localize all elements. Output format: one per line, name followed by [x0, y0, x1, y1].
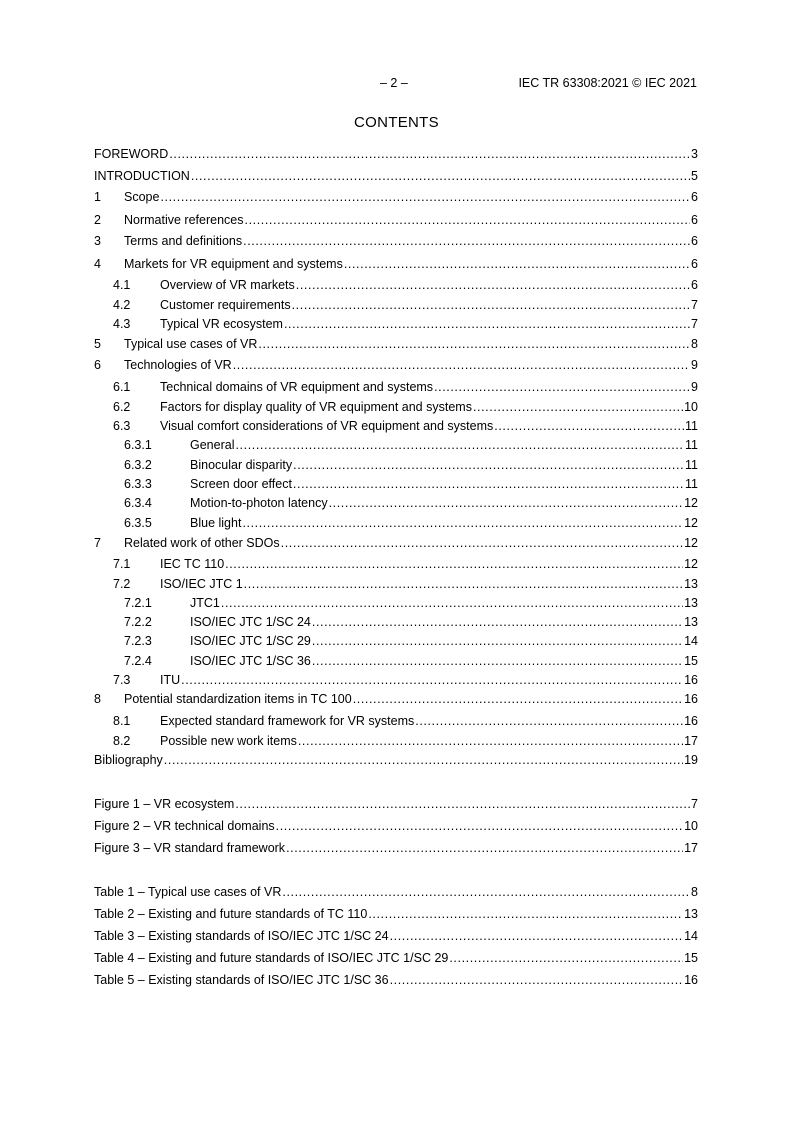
toc-entry-label: Typical use cases of VR	[124, 337, 258, 351]
toc-entry-label: IEC TC 110	[160, 557, 225, 571]
page-title: CONTENTS	[354, 114, 439, 131]
toc-entry-number: 8	[94, 692, 101, 706]
toc-entry-label: Possible new work items	[160, 734, 297, 748]
dot-leader	[449, 950, 683, 967]
toc-entry-page-number: 12	[684, 557, 698, 571]
dot-leader	[276, 818, 683, 835]
toc-entry-page-number: 12	[684, 496, 698, 510]
list-of-figures-entry[interactable]	[94, 818, 698, 835]
dot-leader	[225, 556, 683, 573]
dot-leader	[181, 672, 683, 689]
toc-entry[interactable]	[94, 495, 698, 512]
toc-entry-page-number: 8	[691, 885, 698, 899]
toc-entry[interactable]	[94, 357, 698, 374]
toc-entry-number: 6.3.5	[124, 516, 152, 530]
toc-entry-label: Figure 3 – VR standard framework	[94, 841, 286, 855]
toc-entry-page-number: 16	[684, 973, 698, 987]
toc-entry-page-number: 17	[684, 734, 698, 748]
dot-leader	[284, 316, 690, 333]
list-of-tables-entry[interactable]	[94, 950, 698, 967]
toc-entry-number: 1	[94, 190, 101, 204]
toc-entry-page-number: 14	[684, 634, 698, 648]
toc-entry[interactable]	[94, 691, 698, 708]
toc-entry-label: Table 3 – Existing standards of ISO/IEC JTC 1/SC 24	[94, 929, 389, 943]
toc-entry-page-number: 6	[691, 257, 698, 271]
toc-entry[interactable]	[94, 515, 698, 532]
list-of-tables-entry[interactable]	[94, 928, 698, 945]
dot-leader	[329, 495, 684, 512]
dot-leader	[390, 928, 684, 945]
toc-entry-number: 7.2.2	[124, 615, 152, 629]
toc-entry[interactable]	[94, 614, 698, 631]
toc-entry-page-number: 16	[684, 673, 698, 687]
toc-entry-number: 7.2.3	[124, 634, 152, 648]
dot-leader	[353, 691, 683, 708]
toc-entry-page-number: 6	[691, 234, 698, 248]
toc-entry-label: Scope	[124, 190, 160, 204]
toc-entry-page-number: 11	[685, 438, 698, 452]
toc-entry[interactable]	[94, 595, 698, 612]
toc-entry[interactable]	[94, 277, 698, 294]
toc-entry-page-number: 15	[684, 654, 698, 668]
toc-entry-number: 6.2	[113, 400, 131, 414]
dot-leader	[258, 336, 690, 353]
toc-entry-page-number: 7	[691, 298, 698, 312]
toc-entry-page-number: 12	[684, 516, 698, 530]
toc-entry-number: 4	[94, 257, 101, 271]
toc-entry-label: Binocular disparity	[190, 458, 293, 472]
toc-entry[interactable]	[94, 297, 698, 314]
toc-entry-number: 6.3.1	[124, 438, 152, 452]
toc-entry[interactable]	[94, 633, 698, 650]
toc-entry-label: Normative references	[124, 213, 244, 227]
toc-entry-label: Potential standardization items in TC 100	[124, 692, 352, 706]
toc-entry-label: Visual comfort considerations of VR equipment and systems	[160, 419, 494, 433]
toc-entry-page-number: 12	[684, 536, 698, 550]
toc-entry-label: Overview of VR markets	[160, 278, 295, 292]
toc-entry-number: 7.2.4	[124, 654, 152, 668]
header-document-id: IEC TR 63308:2021 © IEC 2021	[518, 76, 697, 90]
dot-leader	[233, 357, 690, 374]
dot-leader	[169, 146, 690, 163]
toc-entry-page-number: 8	[691, 337, 698, 351]
toc-entry-page-number: 19	[684, 753, 698, 767]
toc-entry-number: 6.3.2	[124, 458, 152, 472]
toc-entry-number: 7	[94, 536, 101, 550]
toc-entry-label: Motion-to-photon latency	[190, 496, 328, 510]
dot-leader	[235, 796, 690, 813]
dot-leader	[164, 752, 683, 769]
dot-leader	[473, 399, 683, 416]
toc-entry-page-number: 16	[684, 714, 698, 728]
toc-entry-label: Technologies of VR	[124, 358, 232, 372]
toc-entry-number: 7.2.1	[124, 596, 152, 610]
dot-leader	[281, 535, 683, 552]
dot-leader	[286, 840, 683, 857]
toc-entry-label: Terms and definitions	[124, 234, 243, 248]
toc-entry[interactable]	[94, 437, 698, 454]
toc-entry-label: Table 2 – Existing and future standards of TC 110	[94, 907, 368, 921]
toc-entry-label: ISO/IEC JTC 1/SC 24	[190, 615, 311, 629]
toc-entry-label: Factors for display quality of VR equipment and systems	[160, 400, 472, 414]
toc-entry-label: Blue light	[190, 516, 242, 530]
toc-entry-page-number: 11	[685, 419, 698, 433]
toc-entry-label: Related work of other SDOs	[124, 536, 280, 550]
toc-entry-number: 4.1	[113, 278, 131, 292]
dot-leader	[282, 884, 690, 901]
toc-entry[interactable]	[94, 379, 698, 396]
dot-leader	[344, 256, 690, 273]
toc-entry-label: Technical domains of VR equipment and systems	[160, 380, 434, 394]
toc-entry-number: 6.1	[113, 380, 131, 394]
toc-entry-number: 8.2	[113, 734, 131, 748]
toc-entry-label: Figure 1 – VR ecosystem	[94, 797, 235, 811]
toc-entry-number: 8.1	[113, 714, 131, 728]
toc-entry[interactable]	[94, 233, 698, 250]
toc-entry-number: 6.3.3	[124, 477, 152, 491]
list-of-figures-entry[interactable]	[94, 796, 698, 813]
dot-leader	[160, 189, 690, 206]
dot-leader	[298, 733, 683, 750]
list-of-tables-entry[interactable]	[94, 884, 698, 901]
toc-entry-label: Bibliography	[94, 753, 163, 767]
dot-leader	[293, 457, 684, 474]
header-page-number: – 2 –	[380, 76, 408, 90]
dot-leader	[494, 418, 684, 435]
list-of-tables-entry[interactable]	[94, 972, 698, 989]
toc-entry-label: FOREWORD	[94, 147, 169, 161]
toc-entry[interactable]	[94, 752, 698, 769]
dot-leader	[434, 379, 690, 396]
dot-leader	[312, 614, 683, 631]
list-of-figures-entry[interactable]	[94, 840, 698, 857]
toc-entry[interactable]	[94, 418, 698, 435]
toc-entry-page-number: 11	[685, 477, 698, 491]
toc-entry-page-number: 13	[684, 577, 698, 591]
toc-entry-page-number: 10	[684, 400, 698, 414]
toc-entry-label: Table 5 – Existing standards of ISO/IEC JTC 1/SC 36	[94, 973, 389, 987]
toc-entry-page-number: 17	[684, 841, 698, 855]
toc-entry-number: 5	[94, 337, 101, 351]
dot-leader	[235, 437, 684, 454]
toc-entry[interactable]	[94, 576, 698, 593]
toc-entry[interactable]	[94, 212, 698, 229]
toc-entry-page-number: 11	[685, 458, 698, 472]
dot-leader	[221, 595, 683, 612]
toc-entry-label: Table 4 – Existing and future standards of ISO/IEC JTC 1/SC 29	[94, 951, 449, 965]
toc-entry-number: 6.3.4	[124, 496, 152, 510]
toc-entry-label: Expected standard framework for VR systems	[160, 714, 415, 728]
toc-entry[interactable]	[94, 653, 698, 670]
toc-entry-page-number: 6	[691, 190, 698, 204]
toc-entry-page-number: 7	[691, 317, 698, 331]
toc-entry-page-number: 16	[684, 692, 698, 706]
toc-entry-number: 7.1	[113, 557, 131, 571]
toc-entry-label: Typical VR ecosystem	[160, 317, 283, 331]
toc-entry[interactable]	[94, 733, 698, 750]
toc-entry-page-number: 13	[684, 615, 698, 629]
dot-leader	[296, 277, 690, 294]
toc-entry[interactable]	[94, 146, 698, 163]
toc-entry[interactable]	[94, 535, 698, 552]
toc-entry-number: 7.2	[113, 577, 131, 591]
dot-leader	[293, 476, 684, 493]
dot-leader	[312, 653, 683, 670]
toc-entry[interactable]	[94, 256, 698, 273]
list-of-tables-entry[interactable]	[94, 906, 698, 923]
toc-entry-label: Table 1 – Typical use cases of VR	[94, 885, 282, 899]
toc-entry-label: Markets for VR equipment and systems	[124, 257, 343, 271]
toc-entry-number: 6	[94, 358, 101, 372]
dot-leader	[415, 713, 683, 730]
toc-entry-label: INTRODUCTION	[94, 169, 190, 183]
toc-entry[interactable]	[94, 457, 698, 474]
toc-entry-label: JTC1	[190, 596, 220, 610]
toc-entry-label: ITU	[160, 673, 181, 687]
toc-entry-number: 4.3	[113, 317, 131, 331]
toc-entry[interactable]	[94, 336, 698, 353]
toc-entry-page-number: 13	[684, 596, 698, 610]
toc-entry[interactable]	[94, 168, 698, 185]
toc-entry-label: ISO/IEC JTC 1	[160, 577, 243, 591]
toc-entry-label: ISO/IEC JTC 1/SC 29	[190, 634, 311, 648]
dot-leader	[242, 515, 683, 532]
toc-entry[interactable]	[94, 399, 698, 416]
toc-entry-label: ISO/IEC JTC 1/SC 36	[190, 654, 311, 668]
dot-leader	[292, 297, 690, 314]
toc-entry-page-number: 15	[684, 951, 698, 965]
toc-entry-page-number: 7	[691, 797, 698, 811]
dot-leader	[245, 212, 691, 229]
toc-entry-page-number: 14	[684, 929, 698, 943]
toc-entry[interactable]	[94, 189, 698, 206]
toc-entry[interactable]	[94, 713, 698, 730]
dot-leader	[368, 906, 683, 923]
toc-entry-number: 4.2	[113, 298, 131, 312]
toc-entry[interactable]	[94, 556, 698, 573]
toc-entry-number: 2	[94, 213, 101, 227]
toc-entry[interactable]	[94, 316, 698, 333]
toc-entry-label: Figure 2 – VR technical domains	[94, 819, 275, 833]
toc-entry-page-number: 9	[691, 380, 698, 394]
dot-leader	[390, 972, 684, 989]
toc-entry-page-number: 9	[691, 358, 698, 372]
dot-leader	[312, 633, 683, 650]
toc-entry-number: 3	[94, 234, 101, 248]
toc-entry-page-number: 6	[691, 278, 698, 292]
toc-entry[interactable]	[94, 476, 698, 493]
toc-entry-page-number: 6	[691, 213, 698, 227]
toc-entry-page-number: 10	[684, 819, 698, 833]
toc-entry-page-number: 5	[691, 169, 698, 183]
dot-leader	[243, 233, 690, 250]
dot-leader	[191, 168, 690, 185]
toc-entry-label: Screen door effect	[190, 477, 292, 491]
toc-entry-label: Customer requirements	[160, 298, 291, 312]
toc-entry[interactable]	[94, 672, 698, 689]
toc-entry-number: 6.3	[113, 419, 131, 433]
toc-entry-page-number: 13	[684, 907, 698, 921]
dot-leader	[244, 576, 683, 593]
toc-entry-label: General	[190, 438, 235, 452]
toc-entry-number: 7.3	[113, 673, 131, 687]
toc-entry-page-number: 3	[691, 147, 698, 161]
